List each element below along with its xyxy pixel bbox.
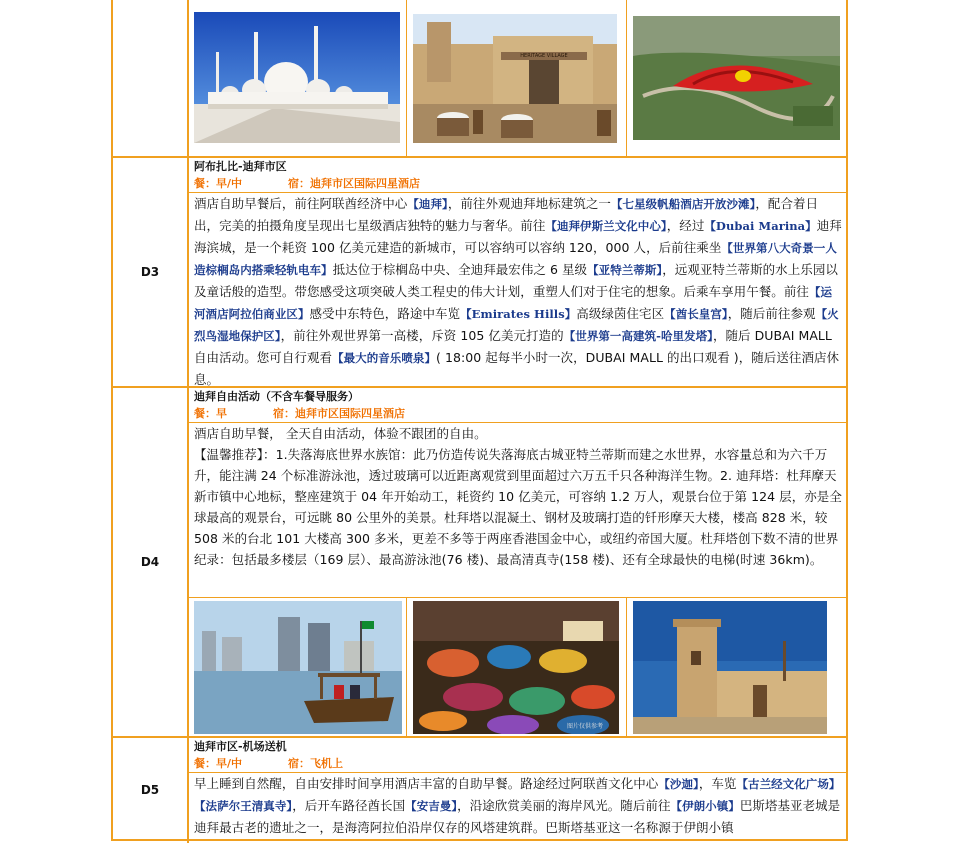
meal-info: 餐：早/中 宿：迪拜市区国际四星酒店 [194,177,420,190]
highlight-term: 【安吉曼】 [405,799,458,813]
highlight-term: 【七星级帆船酒店开放沙滩】 [610,197,756,211]
highlight-term: 【沙迦】 [658,777,699,791]
highlight-term: 【火烈鸟湿地保护区】 [194,307,839,343]
highlight-term: 【伊朗小镇】 [670,799,740,813]
description-text: ( 18:00 起每半小时一次，DUBAI MALL 的出口观看 )，随后送往酒店休息。 [194,350,840,387]
description-text: ，配合着日出，完美的拍摄角度呈现出七星级酒店独特的魅力与奢华。前往 [194,196,819,233]
dubai-creek-abra-photo [194,601,402,734]
image-cell [407,598,627,737]
image-cell [189,0,407,156]
description-text: ，前往外观世界第一高楼，斥资 105 亿美元打造的 [280,328,564,343]
souk-pottery-photo [413,601,619,734]
description-text: ，沿途欣赏美丽的海岸风光。随后前往 [457,798,671,813]
description-text: 感受中东特色，路途中车览 [309,306,461,321]
d4-image-row [189,597,846,737]
day-title: 迪拜自由活动（不含车餐导服务） [194,390,359,403]
description-text: ，远观亚特兰蒂斯的水上乐园以及童话般的造型。带您感受这项突破人类工程史的伟大计划，重塑人们对于住宅的想象。后乘车享用午餐。前往 [194,262,838,299]
day-content [189,388,846,598]
highlight-term: 【运河酒店阿拉伯商业区】 [194,285,833,321]
highlight-term: 【古兰经文化广场】【法萨尔王清真寺】 [194,777,841,813]
meal-info: 餐：早 宿：迪拜市区国际四星酒店 [194,407,405,420]
ferrari-world-photo [633,16,840,140]
description-text: 高级绿茵住宅区 [576,306,665,321]
photo-watermark: 图片仅供参考 [566,723,603,730]
day-content [189,738,846,841]
highlight-term: 【酋长皇宫】 [664,307,728,321]
description-text: ，随后前往参观 [727,306,816,321]
highlight-term: 【亚特兰蒂斯】 [587,263,663,277]
highlight-term: 【迪拜伊斯兰文化中心】 [545,219,667,233]
description-text: ，经过 [666,218,705,233]
description-text: 巴斯塔基亚老城是迪拜最古老的遗址之一，是海湾阿拉伯沿岸仅存的风塔建筑群。巴斯塔基亚这一名称源于伊朗小镇 [194,798,841,835]
day-description [194,193,842,390]
day-label: D3 [140,265,160,279]
description-text: 早上睡到自然醒，自由安排时间享用酒店丰富的自助早餐。路途经过阿联酋文化中心 [194,776,659,791]
top-image-row [189,0,846,156]
description-text: ，车览 [698,776,737,791]
day-title: 迪拜市区-机场送机 [194,740,287,753]
description-text: ，前往外观迪拜地标建筑之一 [447,196,611,211]
heritage-village-photo [413,14,617,143]
heritage-sign: HERITAGE VILLAGE [520,53,568,59]
description-text: ，后开车路径酋长国 [292,798,406,813]
highlight-term: 【Emirates Hills】 [460,307,577,321]
description-text: 抵达位于棕榈岛中央、全迪拜最宏伟之 6 星级 [332,262,588,277]
highlight-term: 【最大的音乐喷泉】 [332,351,437,365]
day-description-line: 【温馨推荐】：1.失落海底世界水族馆：此乃仿造传说失落海底古城亚特兰蒂斯而建之水世界，水容量总和为六千万升，能注满 24 个标准游泳池，透过玻璃可以近距离观赏到里面超过六万五千只各种海洋生物。2. 迪拜塔：杜拜摩天新市镇中心地标，整座建筑于 04 年开始动工，耗资约 10 亿美元，可容纳 1.2 万人，观景台位于第 124 层，亦是全球最高的观景台，可远眺 80 公里外的美景。杜拜塔以混凝土、钢材及玻璃打造的钎形摩天大楼，楼高 828 米，较 508 米的台北 101 大楼高 300 多米，更差不多等于两座香港国金中心，或纽约帝国大厦。杜拜塔创下数不清的世界纪录：包括最多楼层（169 层）、最高游泳池(76 楼)、最高清真寺(158 楼)、还有全球最快的电梯(时速 36km)。 [194,447,842,567]
day-label: D4 [140,555,160,569]
day-title: 阿布扎比-迪拜市区 [194,160,287,173]
description-text: 迪拜海滨城，是一个耗资 100 亿美元建造的新城市，可以容纳可以容纳 120，000 人，后前往乘坐 [194,218,842,255]
highlight-term: 【Dubai Marina】 [704,219,817,233]
image-cell [627,0,846,156]
highlight-term: 【世界第一高建筑-哈里发塔】 [563,329,713,343]
day-content [189,158,846,386]
highlight-term: 【迪拜】 [407,197,448,211]
day-description [194,773,842,838]
description-text: ，随后 DUBAI MALL 自由活动。您可自行观看 [194,328,832,365]
meal-info: 餐：早/中 宿：飞机上 [194,757,343,770]
image-cell [627,598,846,737]
day-label: D5 [140,782,160,797]
description-text: 酒店自助早餐后，前往阿联酋经济中心 [194,196,408,211]
image-cell [407,0,627,156]
day-cell-empty [113,0,187,156]
mosque-photo [194,12,400,143]
dubai-museum-fort-photo [633,601,827,734]
day-description-line: 酒店自助早餐， 全天自由活动，体验不跟团的自由。 [194,426,487,441]
image-cell [189,598,407,737]
highlight-term: 【世界第八大奇景一人造棕榈岛内搭乘轻轨电车】 [194,241,837,277]
